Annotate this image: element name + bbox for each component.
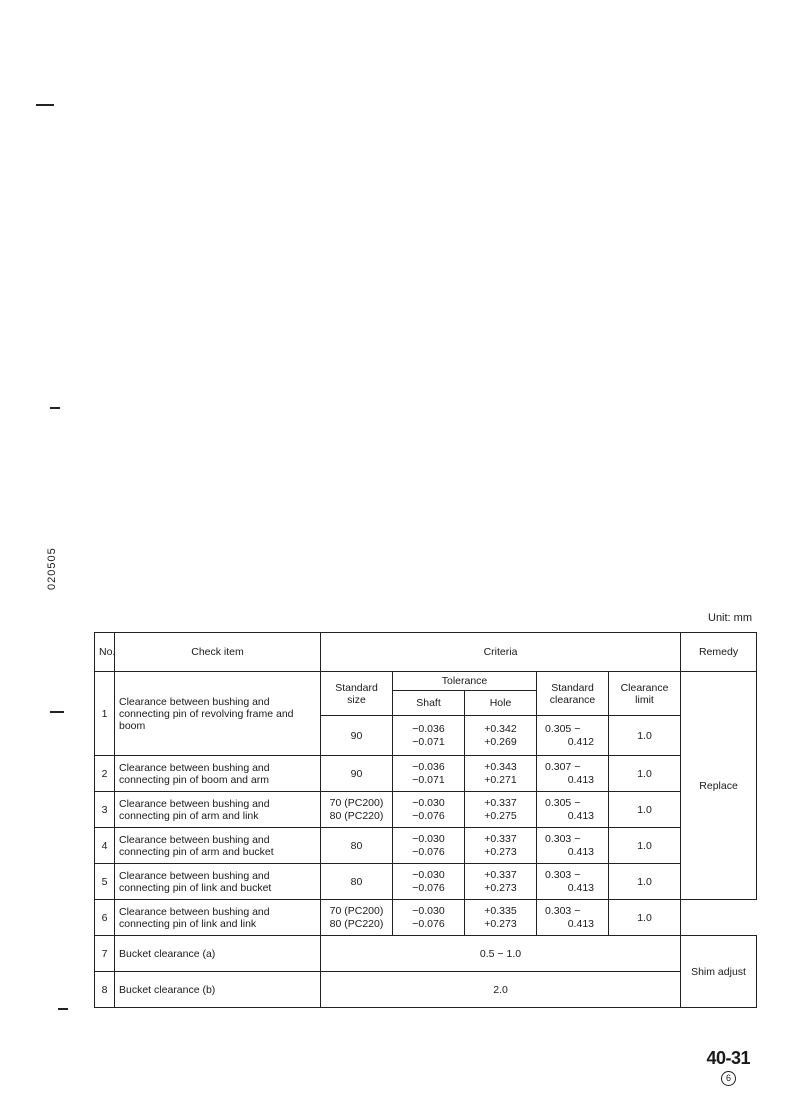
- subheader-tolerance: Tolerance: [393, 672, 537, 691]
- row-no: 4: [95, 828, 115, 864]
- remedy-replace: Replace: [681, 672, 757, 900]
- header-no: No.: [95, 633, 115, 672]
- row-no: 1: [95, 672, 115, 756]
- table-row: [95, 936, 757, 972]
- row-hole: +0.337 +0.273: [465, 828, 537, 864]
- row-shaft: −0.036 −0.071: [393, 716, 465, 756]
- row-check-item: Clearance between bushing and connecting pin of link and bucket: [115, 864, 321, 900]
- row-check-item: Clearance between bushing and connecting pin of boom and arm: [115, 756, 321, 792]
- row-shaft: −0.030 −0.076: [393, 900, 465, 936]
- row-check-item: Clearance between bushing and connecting pin of revolving frame and boom: [115, 672, 321, 756]
- row-hole: +0.337 +0.275: [465, 792, 537, 828]
- row-check-item: Clearance between bushing and connecting pin of link and link: [115, 900, 321, 936]
- row-criteria-value: 0.5 − 1.0: [321, 936, 681, 972]
- clearance-table: [94, 632, 757, 1008]
- row-standard-clearance: 0.303 − 0.413: [537, 864, 609, 900]
- header-criteria: Criteria: [321, 633, 681, 672]
- row-no: 5: [95, 864, 115, 900]
- binder-mark: [58, 1008, 68, 1010]
- row-clearance-limit: 1.0: [609, 756, 681, 792]
- row-criteria-value: 2.0: [321, 972, 681, 1008]
- table-row: [95, 864, 757, 900]
- row-shaft: −0.030 −0.076: [393, 792, 465, 828]
- row-clearance-limit: 1.0: [609, 864, 681, 900]
- row-standard-clearance: 0.305 − 0.413: [537, 792, 609, 828]
- remedy-shim-adjust: Shim adjust: [681, 936, 757, 1008]
- row-hole: +0.335 +0.273: [465, 900, 537, 936]
- row-hole: +0.337 +0.273: [465, 864, 537, 900]
- row-clearance-limit: 1.0: [609, 900, 681, 936]
- binder-mark: [50, 711, 64, 713]
- row-no: 6: [95, 900, 115, 936]
- row-no: 8: [95, 972, 115, 1008]
- row-size: 90: [321, 756, 393, 792]
- row-size: 80: [321, 864, 393, 900]
- row-shaft: −0.030 −0.076: [393, 864, 465, 900]
- row-standard-clearance: 0.307 − 0.413: [537, 756, 609, 792]
- header-check-item: Check item: [115, 633, 321, 672]
- row-no: 2: [95, 756, 115, 792]
- row-standard-clearance: 0.305 − 0.412: [537, 716, 609, 756]
- row-size: 80: [321, 828, 393, 864]
- subheader-clearance-limit: Clearance limit: [609, 672, 681, 716]
- row-shaft: −0.036 −0.071: [393, 756, 465, 792]
- row-clearance-limit: 1.0: [609, 716, 681, 756]
- row-size: 70 (PC200) 80 (PC220): [321, 792, 393, 828]
- row-check-item: Clearance between bushing and connecting pin of arm and link: [115, 792, 321, 828]
- table-row: [95, 828, 757, 864]
- row-check-item: Clearance between bushing and connecting pin of arm and bucket: [115, 828, 321, 864]
- table-row: [95, 756, 757, 792]
- row-check-item: Bucket clearance (b): [115, 972, 321, 1008]
- row-clearance-limit: 1.0: [609, 828, 681, 864]
- table-row: [95, 972, 757, 1008]
- table-row: [95, 792, 757, 828]
- binder-mark: [36, 104, 54, 106]
- revision-badge: 6: [721, 1071, 736, 1086]
- subheader-standard-clearance: Standard clearance: [537, 672, 609, 716]
- row-no: 3: [95, 792, 115, 828]
- row-hole: +0.342 +0.269: [465, 716, 537, 756]
- document-code: 020505: [46, 547, 58, 590]
- row-standard-clearance: 0.303 − 0.413: [537, 828, 609, 864]
- row-size: 70 (PC200) 80 (PC220): [321, 900, 393, 936]
- page-number: 40-31: [706, 1048, 750, 1068]
- unit-label: Unit: mm: [708, 612, 752, 624]
- subheader-shaft: Shaft: [393, 691, 465, 716]
- table-row: [95, 900, 757, 936]
- row-shaft: −0.030 −0.076: [393, 828, 465, 864]
- row-no: 7: [95, 936, 115, 972]
- binder-mark: [50, 407, 60, 409]
- row-hole: +0.343 +0.271: [465, 756, 537, 792]
- header-row: [95, 633, 757, 672]
- row-standard-clearance: 0.303 − 0.413: [537, 900, 609, 936]
- row-clearance-limit: 1.0: [609, 792, 681, 828]
- table-row: [95, 672, 757, 691]
- subheader-hole: Hole: [465, 691, 537, 716]
- row-check-item: Bucket clearance (a): [115, 936, 321, 972]
- row-size: 90: [321, 716, 393, 756]
- subheader-standard-size: Standard size: [321, 672, 393, 716]
- header-remedy: Remedy: [681, 633, 757, 672]
